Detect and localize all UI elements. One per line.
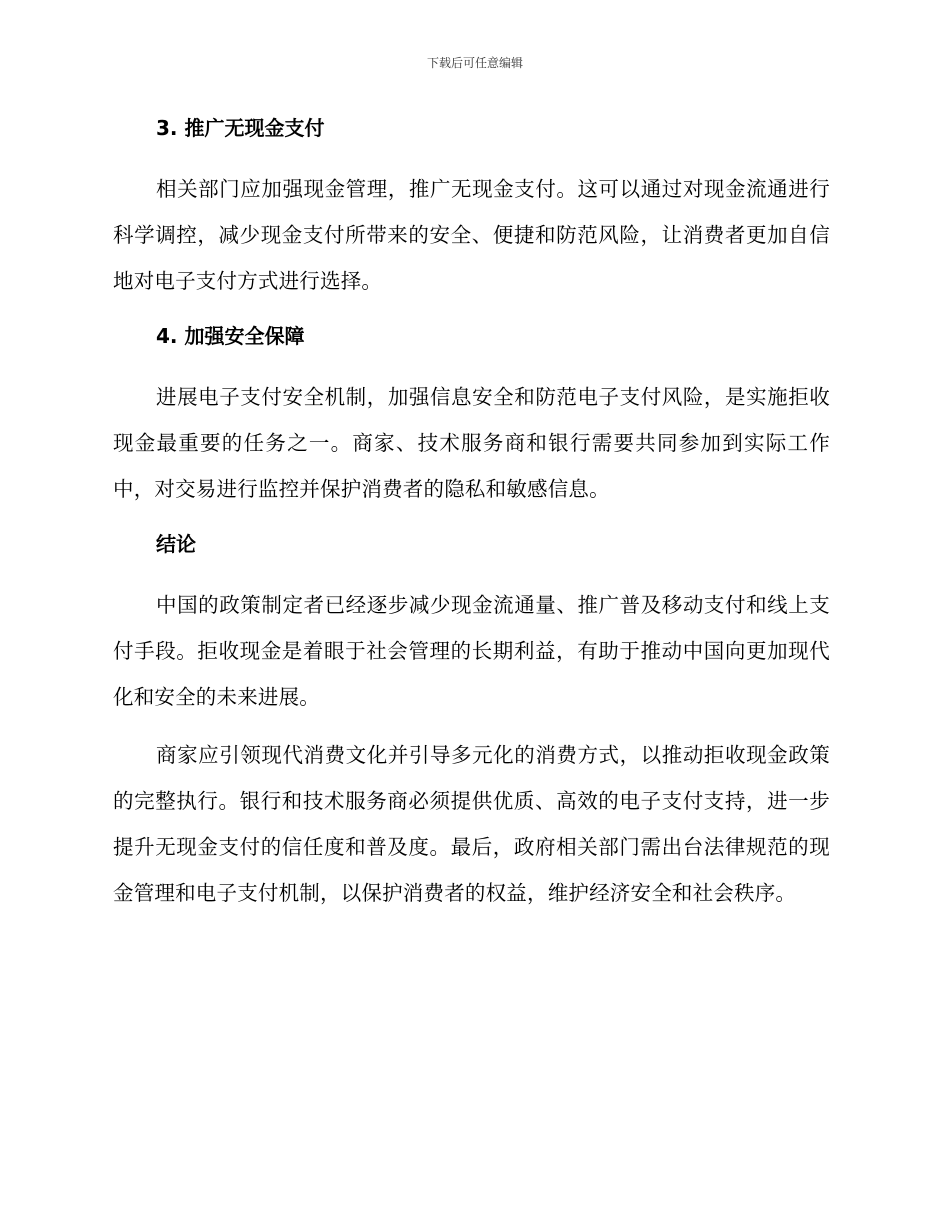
page-header-note: 下载后可任意编辑: [426, 56, 523, 70]
document-body: [113, 108, 830, 916]
section-heading: 4. 加强安全保障: [156, 324, 305, 348]
section-heading: 3. 推广无现金支付: [156, 116, 325, 140]
paragraph: 相关部门应加强现金管理，推广无现金支付。这可以通过对现金流通进行科学调控，减少现金支付所带来的安全、便捷和防范风险，让消费者更加自信地对电子支付方式进行选择。: [113, 177, 830, 293]
paragraph: 中国的政策制定者已经逐步减少现金流通量、推广普及移动支付和线上支付手段。拒收现金是着眼于社会管理的长期利益，有助于推动中国向更加现代化和安全的未来进展。: [113, 593, 830, 709]
section-heading: 结论: [156, 532, 196, 556]
section-security-guarantee: [113, 316, 830, 524]
section-promote-cashless: [113, 108, 830, 316]
paragraph: 进展电子支付安全机制，加强信息安全和防范电子支付风险，是实施拒收现金最重要的任务之一。商家、技术服务商和银行需要共同参加到实际工作中，对交易进行监控并保护消费者的隐私和敏感信息。: [113, 385, 830, 501]
paragraph: 商家应引领现代消费文化并引导多元化的消费方式，以推动拒收现金政策的完整执行。银行和技术服务商必须提供优质、高效的电子支付支持，进一步提升无现金支付的信任度和普及度。最后，政府相关部门需出台法律规范的现金管理和电子支付机制，以保护消费者的权益，维护经济安全和社会秩序。: [113, 743, 830, 905]
section-conclusion: [113, 524, 830, 916]
